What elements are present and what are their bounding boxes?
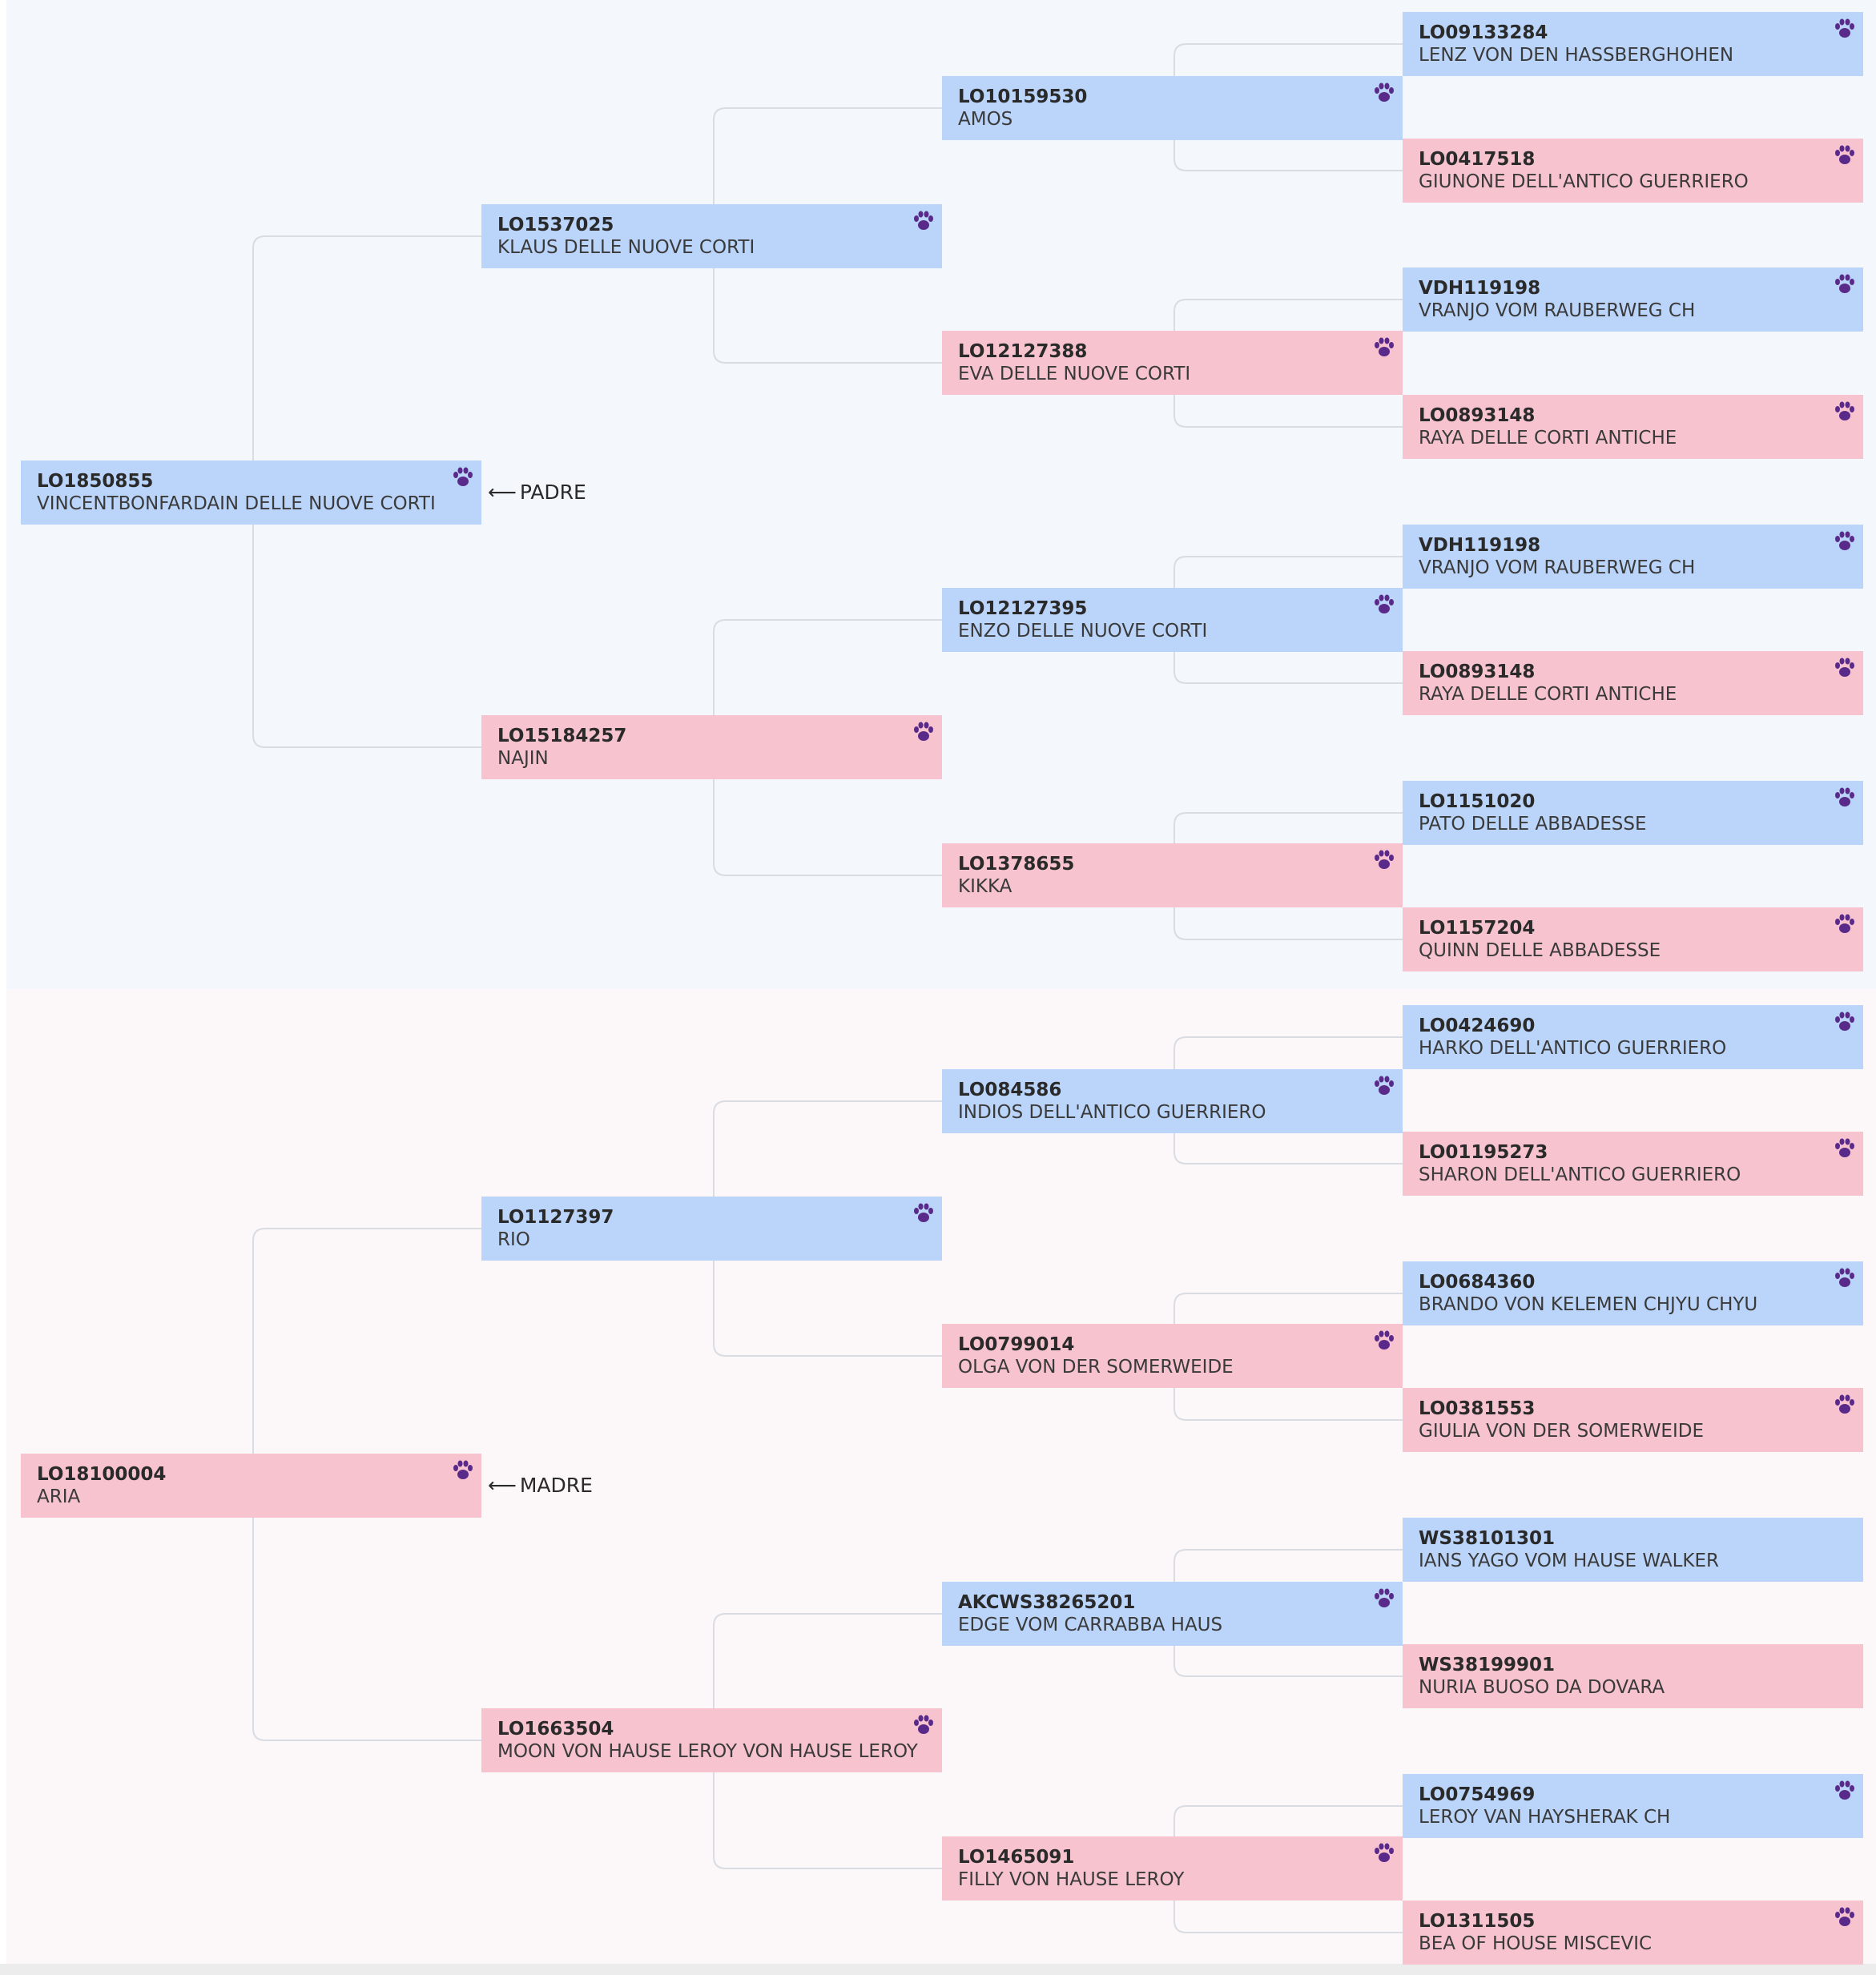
registration-number: AKCWS38265201 (958, 1592, 1136, 1613)
paw-icon[interactable] (1833, 1393, 1857, 1417)
paw-icon[interactable] (1833, 1779, 1857, 1803)
paw-icon[interactable] (1833, 656, 1857, 680)
dog-name: BEA OF HOUSE MISCEVIC (1419, 1933, 1653, 1954)
registration-number: LO1378655 (958, 854, 1075, 875)
dog-name: KIKKA (958, 876, 1012, 897)
paw-icon[interactable] (1833, 1010, 1857, 1034)
paw-icon[interactable] (1372, 1841, 1396, 1865)
dog-name: INDIOS DELL'ANTICO GUERRIERO (958, 1102, 1266, 1123)
registration-number: WS38199901 (1419, 1655, 1555, 1675)
paw-icon[interactable] (1372, 848, 1396, 872)
registration-number: LO1151020 (1419, 791, 1536, 812)
dog-name: KLAUS DELLE NUOVE CORTI (497, 237, 755, 258)
registration-number: LO18100004 (37, 1464, 167, 1485)
dog-name: RIO (497, 1229, 530, 1250)
registration-number: WS38101301 (1419, 1528, 1555, 1549)
registration-number: LO12127395 (958, 598, 1088, 619)
registration-number: LO1311505 (1419, 1911, 1536, 1932)
paw-icon[interactable] (1372, 593, 1396, 617)
arrow-left-icon: ⟵ (488, 481, 517, 504)
pedigree-card-gen3-10[interactable] (1403, 1132, 1863, 1196)
dog-name: RAYA DELLE CORTI ANTICHE (1419, 428, 1677, 448)
paw-icon[interactable] (1833, 1266, 1857, 1290)
dog-name: NURIA BUOSO DA DOVARA (1419, 1677, 1665, 1698)
paw-icon[interactable] (1833, 1136, 1857, 1160)
paw-icon[interactable] (1833, 1905, 1857, 1929)
registration-number: LO1537025 (497, 215, 614, 235)
pedigree-card-gen3-1[interactable] (1403, 12, 1863, 76)
dog-name: BRANDO VON KELEMEN CHJYU CHYU (1419, 1294, 1758, 1315)
pedigree-card-sire-dam-dam[interactable] (942, 843, 1403, 907)
arrow-left-icon: ⟵ (488, 1474, 517, 1497)
pedigree-card-gen3-7[interactable] (1403, 781, 1863, 845)
paw-icon[interactable] (1833, 17, 1857, 41)
dog-name: AMOS (958, 109, 1013, 130)
pedigree-card-dam-dam-dam[interactable] (942, 1836, 1403, 1901)
registration-number: LO0893148 (1419, 662, 1536, 682)
registration-number: LO0893148 (1419, 405, 1536, 426)
paw-icon[interactable] (1372, 336, 1396, 360)
dog-name: MOON VON HAUSE LEROY VON HAUSE LEROY (497, 1741, 918, 1762)
registration-number: VDH119198 (1419, 278, 1541, 299)
paw-icon[interactable] (1833, 143, 1857, 167)
pedigree-card-gen3-6[interactable] (1403, 651, 1863, 715)
registration-number: LO1850855 (37, 471, 154, 492)
paw-icon[interactable] (1372, 1587, 1396, 1611)
pedigree-card-gen3-9[interactable] (1403, 1005, 1863, 1069)
registration-number: VDH119198 (1419, 535, 1541, 556)
pedigree-card-sire-dam[interactable] (481, 715, 942, 779)
registration-number: LO12127388 (958, 341, 1088, 362)
dam-tag-label: MADRE (519, 1474, 593, 1497)
pedigree-card-gen3-16[interactable] (1403, 1901, 1863, 1965)
pedigree-card-dam-dam[interactable] (481, 1708, 942, 1772)
paw-icon[interactable] (912, 209, 936, 233)
dog-name: GIULIA VON DER SOMERWEIDE (1419, 1421, 1704, 1442)
registration-number: LO0754969 (1419, 1784, 1536, 1805)
pedigree-card-dam-sire-sire[interactable] (942, 1069, 1403, 1133)
sire-tag-label: PADRE (519, 481, 586, 504)
dog-name: GIUNONE DELL'ANTICO GUERRIERO (1419, 171, 1749, 192)
paw-icon[interactable] (1372, 81, 1396, 105)
dog-name: SHARON DELL'ANTICO GUERRIERO (1419, 1164, 1741, 1185)
pedigree-card-gen3-3[interactable] (1403, 267, 1863, 332)
dog-name: QUINN DELLE ABBADESSE (1419, 940, 1661, 961)
paw-icon[interactable] (1833, 400, 1857, 424)
paw-icon[interactable] (1833, 272, 1857, 296)
pedigree-card-gen3-14[interactable] (1403, 1644, 1863, 1708)
dog-name: ARIA (37, 1486, 81, 1507)
dog-name: LENZ VON DEN HASSBERGHOHEN (1419, 45, 1734, 66)
dam-tag (488, 1474, 593, 1497)
registration-number: LO0417518 (1419, 149, 1536, 170)
registration-number: LO0684360 (1419, 1272, 1536, 1293)
pedigree-card-gen3-12[interactable] (1403, 1388, 1863, 1452)
paw-icon[interactable] (451, 465, 475, 489)
dog-name: VRANJO VOM RAUBERWEG CH (1419, 557, 1696, 578)
registration-number: LO01195273 (1419, 1142, 1548, 1163)
pedigree-card-gen3-13[interactable] (1403, 1518, 1863, 1582)
pedigree-card-gen3-5[interactable] (1403, 525, 1863, 589)
paw-icon[interactable] (1372, 1329, 1396, 1353)
dog-name: VRANJO VOM RAUBERWEG CH (1419, 300, 1696, 321)
pedigree-card-gen3-15[interactable] (1403, 1774, 1863, 1838)
registration-number: LO0799014 (958, 1334, 1075, 1355)
pedigree-card-dam[interactable] (21, 1454, 481, 1518)
paw-icon[interactable] (1833, 786, 1857, 810)
dog-name: EDGE VOM CARRABBA HAUS (958, 1615, 1223, 1635)
dog-name: NAJIN (497, 748, 549, 769)
pedigree-card-gen3-4[interactable] (1403, 395, 1863, 459)
paw-icon[interactable] (912, 720, 936, 744)
dog-name: ENZO DELLE NUOVE CORTI (958, 621, 1208, 642)
dog-name: VINCENTBONFARDAIN DELLE NUOVE CORTI (37, 493, 436, 514)
paw-icon[interactable] (451, 1458, 475, 1482)
registration-number: LO0381553 (1419, 1398, 1536, 1419)
registration-number: LO1663504 (497, 1719, 614, 1740)
paw-icon[interactable] (1833, 529, 1857, 553)
paw-icon[interactable] (912, 1201, 936, 1225)
paw-icon[interactable] (1833, 912, 1857, 936)
pedigree-card-sire[interactable] (21, 461, 481, 525)
dog-name: IANS YAGO VOM HAUSE WALKER (1419, 1551, 1719, 1571)
registration-number: LO15184257 (497, 726, 627, 746)
dog-name: OLGA VON DER SOMERWEIDE (958, 1357, 1234, 1378)
dog-name: RAYA DELLE CORTI ANTICHE (1419, 684, 1677, 705)
pedigree-card-dam-sire[interactable] (481, 1197, 942, 1261)
dog-name: HARKO DELL'ANTICO GUERRIERO (1419, 1038, 1727, 1059)
pedigree-card-sire-sire-dam[interactable] (942, 331, 1403, 395)
dog-name: LEROY VAN HAYSHERAK CH (1419, 1807, 1671, 1828)
dog-name: PATO DELLE ABBADESSE (1419, 814, 1647, 835)
registration-number: LO084586 (958, 1080, 1062, 1100)
registration-number: LO0424690 (1419, 1016, 1536, 1036)
paw-icon[interactable] (1372, 1074, 1396, 1098)
registration-number: LO1465091 (958, 1847, 1075, 1868)
paw-icon[interactable] (912, 1713, 936, 1737)
registration-number: LO1127397 (497, 1207, 614, 1228)
pedigree-card-sire-sire-sire[interactable] (942, 76, 1403, 140)
pedigree-card-sire-sire[interactable] (481, 204, 942, 268)
registration-number: LO10159530 (958, 86, 1088, 107)
pedigree-card-dam-sire-dam[interactable] (942, 1324, 1403, 1388)
dog-name: FILLY VON HAUSE LEROY (958, 1869, 1185, 1890)
registration-number: LO09133284 (1419, 22, 1548, 43)
pedigree-card-sire-dam-sire[interactable] (942, 588, 1403, 652)
pedigree-card-dam-dam-sire[interactable] (942, 1582, 1403, 1646)
pedigree-card-gen3-8[interactable] (1403, 907, 1863, 971)
pedigree-card-gen3-2[interactable] (1403, 139, 1863, 203)
dog-name: EVA DELLE NUOVE CORTI (958, 364, 1191, 384)
registration-number: LO1157204 (1419, 918, 1536, 939)
pedigree-card-gen3-11[interactable] (1403, 1261, 1863, 1325)
sire-tag (488, 481, 586, 504)
